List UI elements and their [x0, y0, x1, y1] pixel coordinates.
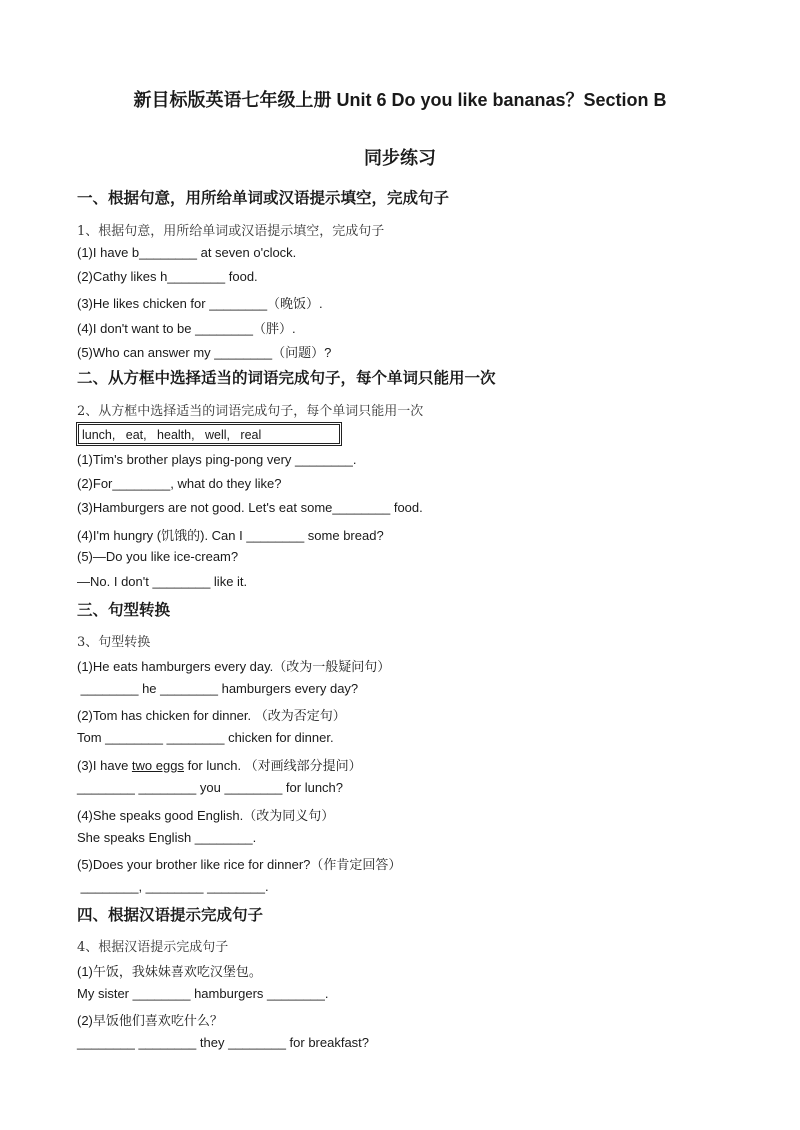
s4-answer-2: ________ ________ they ________ for breakfast?: [77, 1035, 370, 1050]
s3-answer-5: ________, ________ ________.: [77, 879, 269, 894]
section-3-heading: 三、句型转换: [77, 602, 171, 619]
section-4-intro: 4、根据汉语提示完成句子: [77, 940, 229, 955]
s3-question-2: (2)Tom has chicken for dinner. （改为否定句）: [77, 708, 346, 723]
section-2-intro: 2、从方框中选择适当的词语完成句子，每个单词只能用一次: [77, 404, 424, 419]
s2-question-4: (4)I'm hungry (饥饿的). Can I ________ some bread?: [77, 528, 384, 543]
section-2-heading: 二、从方框中选择适当的词语完成句子，每个单词只能用一次: [77, 370, 496, 387]
section-3-intro: 3、句型转换: [77, 635, 151, 650]
s3-question-3: [77, 755, 362, 774]
section-1-intro: 1、根据句意，用所给单词或汉语提示填空，完成句子: [77, 224, 385, 239]
s3-answer-2: Tom ________ ________ chicken for dinner.: [77, 730, 334, 745]
s3-q3-end: for lunch. （对画线部分提问）: [183, 758, 362, 773]
s1-question-2: (2)Cathy likes h________ food.: [77, 269, 258, 284]
s3-answer-3: ________ ________ you ________ for lunch?: [77, 780, 344, 795]
s4-question-1: (1)午饭，我妹妹喜欢吃汉堡包。: [77, 964, 262, 979]
s3-answer-1: ________ he ________ hamburgers every day?: [77, 681, 359, 696]
s1-question-1: (1)I have b________ at seven o'clock.: [77, 245, 297, 260]
s3-question-4: (4)She speaks good English.（改为同义句）: [77, 808, 335, 823]
s2-question-1: (1)Tim's brother plays ping-pong very ________.: [77, 452, 357, 467]
s2-question-3: (3)Hamburgers are not good. Let's eat some________ food.: [77, 500, 423, 515]
page-subtitle: 同步练习: [364, 148, 436, 168]
s3-q3-start: (3)I have: [77, 758, 132, 773]
s3-q3-underlined: two eggs: [131, 758, 184, 773]
s2-question-5: (5)—Do you like ice-cream?: [77, 549, 239, 564]
s1-question-5: (5)Who can answer my ________（问题）?: [77, 345, 332, 360]
s1-question-4: (4)I don't want to be ________（胖）.: [77, 321, 296, 336]
s1-question-3: (3)He likes chicken for ________（晚饭）.: [77, 296, 323, 311]
s2-question-5-reply: —No. I don't ________ like it.: [77, 574, 248, 589]
s2-question-2: (2)For________, what do they like?: [77, 476, 282, 491]
section-4-heading: 四、根据汉语提示完成句子: [77, 907, 264, 924]
section-1-heading: 一、根据句意，用所给单词或汉语提示填空，完成句子: [77, 190, 450, 207]
word-box-words: lunch, eat, health, well, real: [82, 428, 262, 442]
page-title: 新目标版英语七年级上册 Unit 6 Do you like bananas？Section B: [133, 90, 667, 110]
s3-question-5: (5)Does your brother like rice for dinner?（作肯定回答）: [77, 857, 402, 872]
s3-question-1: (1)He eats hamburgers every day.（改为一般疑问句）: [77, 659, 391, 674]
s4-answer-1: My sister ________ hamburgers ________.: [77, 986, 329, 1001]
s4-question-2: (2)早饭他们喜欢吃什么？: [77, 1013, 223, 1028]
s3-answer-4: She speaks English ________.: [77, 830, 257, 845]
word-box: [76, 422, 342, 446]
